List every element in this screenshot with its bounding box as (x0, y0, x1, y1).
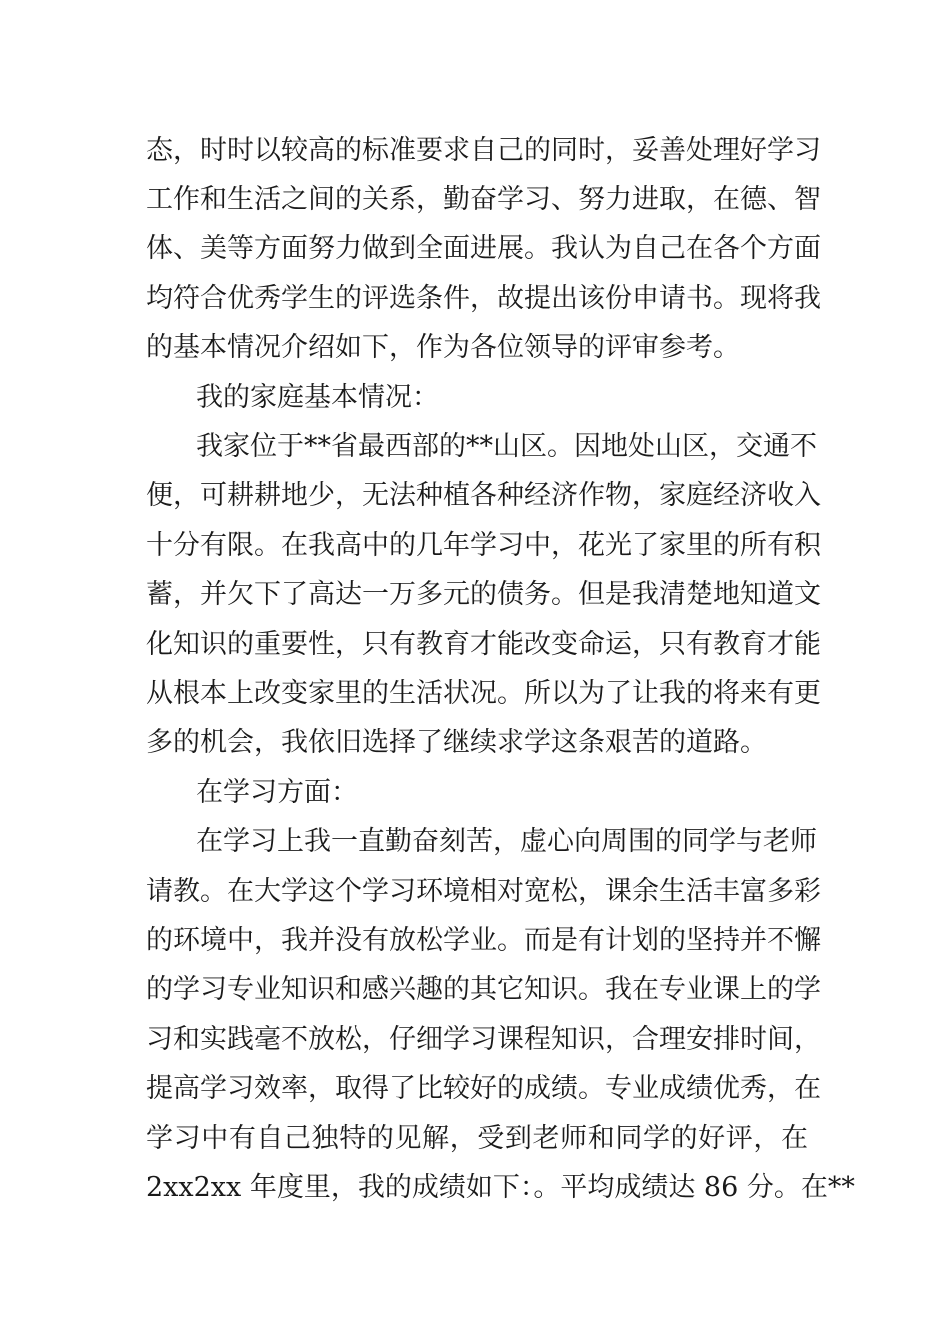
text-line-13: 多的机会，我依旧选择了继续求学这条艰苦的道路。 (146, 727, 767, 758)
text-line-7: 我家位于**省最西部的**山区。因地处山区，交通不 (196, 431, 817, 462)
text-line-10: 蓄，并欠下了高达一万多元的债务。但是我清楚地知道文 (146, 579, 821, 610)
text-line-15: 在学习上我一直勤奋刻苦，虚心向周围的同学与老师 (196, 826, 817, 857)
text-line-12: 从根本上改变家里的生活状况。所以为了让我的将来有更 (146, 678, 821, 709)
text-line-16: 请教。在大学这个学习环境相对宽松，课余生活丰富多彩 (146, 876, 821, 907)
section-heading-study: 在学习方面： (196, 777, 358, 808)
text-line-20: 提高学习效率，取得了比较好的成绩。专业成绩优秀，在 (146, 1073, 821, 1104)
text-line-1: 态，时时以较高的标准要求自己的同时，妥善处理好学习 (146, 135, 821, 166)
text-line-21: 学习中有自己独特的见解，受到老师和同学的好评，在 (146, 1123, 808, 1154)
text-line-5: 的基本情况介绍如下，作为各位领导的评审参考。 (146, 332, 740, 363)
text-line-22: 2xx2xx 年度里，我的成绩如下：。平均成绩达 86 分。在** (146, 1172, 855, 1203)
text-line-3: 体、美等方面努力做到全面进展。我认为自己在各个方面 (146, 233, 821, 264)
text-line-8: 便，可耕耕地少，无法种植各种经济作物，家庭经济收入 (146, 480, 821, 511)
text-line-11: 化知识的重要性，只有教育才能改变命运，只有教育才能 (146, 629, 821, 660)
text-line-19: 习和实践毫不放松，仔细学习课程知识，合理安排时间， (146, 1024, 821, 1055)
section-heading-family: 我的家庭基本情况： (196, 382, 439, 413)
text-line-2: 工作和生活之间的关系，勤奋学习、努力进取，在德、智 (146, 184, 821, 215)
text-line-17: 的环境中，我并没有放松学业。而是有计划的坚持并不懈 (146, 925, 821, 956)
text-line-4: 均符合优秀学生的评选条件，故提出该份申请书。现将我 (146, 283, 821, 314)
text-line-18: 的学习专业知识和感兴趣的其它知识。我在专业课上的学 (146, 974, 821, 1005)
text-line-9: 十分有限。在我高中的几年学习中，花光了家里的所有积 (146, 530, 821, 561)
